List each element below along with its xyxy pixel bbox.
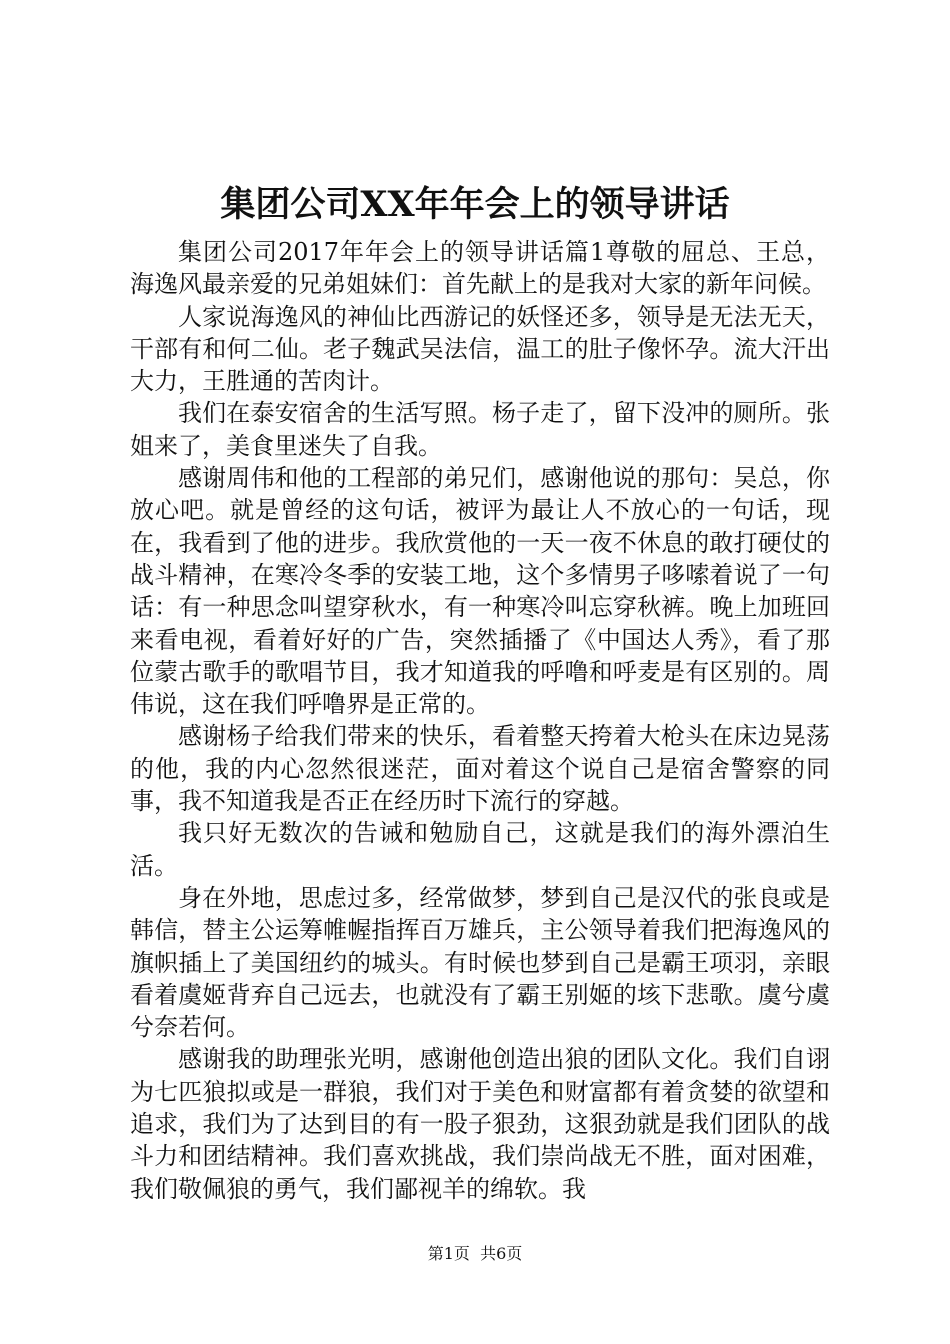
- paragraph-6: 我只好无数次的告诫和勉励自己，这就是我们的海外漂泊生活。: [130, 819, 830, 880]
- paragraph-4: 感谢周伟和他的工程部的弟兄们，感谢他说的那句：吴总，你放心吧。就是曾经的这句话，被评为最让人不放心的一句话，现在，我看到了他的进步。我欣赏他的一天一夜不休息的敢打硬仗的战斗精神，在寒冷冬季的安装工地，这个多情男子哆嗦着说了一句话：有一种思念叫望穿秋水，有一种寒冷叫忘穿秋裤。晚上加班回来看电视，看着好好的广告，突然插播了《中国达人秀》，看了那位蒙古歌手的歌唱节目，我才知道我的呼噜和呼麦是有区别的。周伟说，这在我们呼噜界是正常的。: [130, 464, 830, 719]
- paragraph-2: 人家说海逸风的神仙比西游记的妖怪还多，领导是无法无天，干部有和何二仙。老子魏武吴法信，温工的肚子像怀孕。流大汗出大力，王胜通的苦肉计。: [130, 302, 830, 396]
- paragraph-7: 身在外地，思虑过多，经常做梦，梦到自己是汉代的张良或是韩信，替主公运筹帷幄指挥百万雄兵，主公领导着我们把海逸风的旗帜插上了美国纽约的城头。有时候也梦到自己是霸王项羽，亲眼看着虞姬背弃自己远去，也就没有了霸王别姬的垓下悲歌。虞兮虞兮奈若何。: [130, 883, 830, 1042]
- paragraph-3: 我们在泰安宿舍的生活写照。杨子走了，留下没冲的厕所。张姐来了，美食里迷失了自我。: [130, 399, 830, 460]
- paragraph-1: 集团公司2017年年会上的领导讲话篇1尊敬的屈总、王总，海逸风最亲爱的兄弟姐妹们：首先献上的是我对大家的新年问候。: [130, 238, 830, 299]
- document-body: [130, 236, 830, 1205]
- document-title: 集团公司XX年年会上的领导讲话: [220, 184, 730, 225]
- paragraph-8: 感谢我的助理张光明，感谢他创造出狼的团队文化。我们自诩为七匹狼拟或是一群狼，我们对于美色和财富都有着贪婪的欲望和追求，我们为了达到目的有一股子狠劲，这狠劲就是我们团队的战斗力和团结精神。我们喜欢挑战，我们崇尚战无不胜，面对困难，我们敬佩狼的勇气，我们鄙视羊的绵软。我: [130, 1045, 830, 1203]
- paragraph-5: 感谢杨子给我们带来的快乐，看着整天挎着大枪头在床边晃荡的他，我的内心忽然很迷茫，面对着这个说自己是宿舍警察的同事，我不知道我是否正在经历时下流行的穿越。: [130, 722, 830, 816]
- page-number-footer: 第1页 共6页: [427, 1244, 523, 1263]
